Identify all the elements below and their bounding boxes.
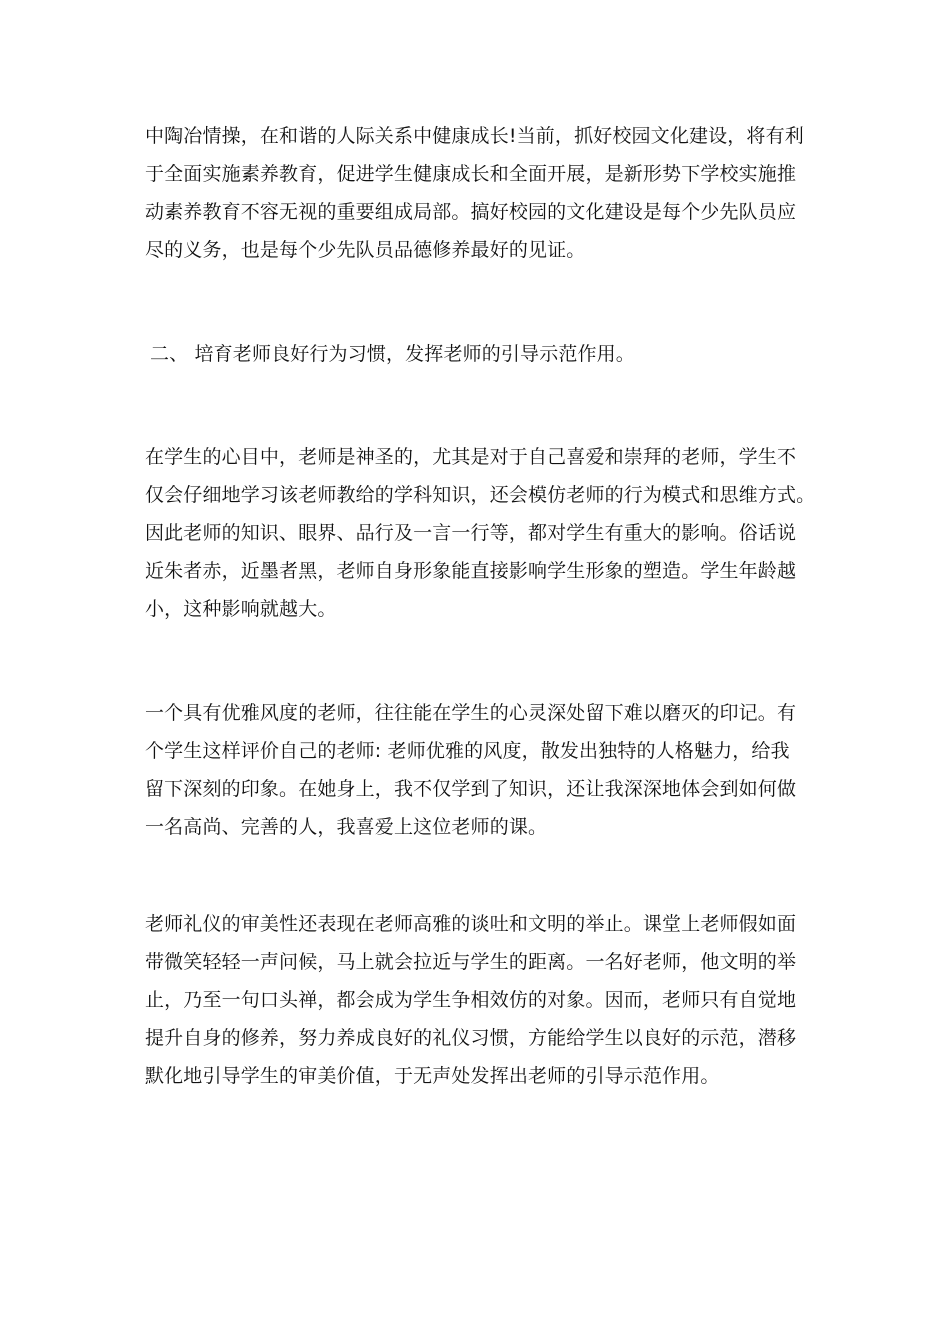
paragraph-line: 中陶冶情操，在和谐的人际关系中健康成长!当前，抓好校园文化建设，将有利 [145, 125, 804, 147]
paragraph-line: 个学生这样评价自己的老师: 老师优雅的风度，散发出独特的人格魅力，给我 [145, 740, 790, 762]
paragraph-line: 动素养教育不容无视的重要组成局部。搞好校园的文化建设是每个少先队员应 [145, 201, 797, 223]
paragraph-line: 止，乃至一句口头禅，都会成为学生争相效仿的对象。因而，老师只有自觉地 [145, 989, 797, 1011]
paragraph-line: 在学生的心目中，老师是神圣的，尤其是对于自己喜爱和崇拜的老师，学生不 [145, 446, 797, 468]
paragraph-line: 提升自身的修养，努力养成良好的礼仪习惯，方能给学生以良好的示范，潜移 [145, 1027, 797, 1049]
paragraph-line: 因此老师的知识、眼界、品行及一言一行等，都对学生有重大的影响。俗话说 [145, 522, 797, 544]
section-heading: 二、 培育老师良好行为习惯，发挥老师的引导示范作用。 [150, 343, 635, 365]
paragraph-line: 一个具有优雅风度的老师，往往能在学生的心灵深处留下难以磨灭的印记。有 [145, 702, 797, 724]
paragraph-line: 尽的义务，也是每个少先队员品德修养最好的见证。 [145, 239, 586, 261]
paragraph-line: 近朱者赤，近墨者黑，老师自身形象能直接影响学生形象的塑造。学生年龄越 [145, 560, 797, 582]
paragraph-line: 带微笑轻轻一声问候，马上就会拉近与学生的距离。一名好老师，他文明的举 [145, 951, 797, 973]
paragraph-line: 于全面实施素养教育，促进学生健康成长和全面开展，是新形势下学校实施推 [145, 163, 797, 185]
paragraph-line: 留下深刻的印象。在她身上，我不仅学到了知识，还让我深深地体会到如何做 [145, 778, 797, 800]
paragraph-line: 默化地引导学生的审美价值，于无声处发挥出老师的引导示范作用。 [145, 1065, 720, 1087]
paragraph-line: 一名高尚、完善的人，我喜爱上这位老师的课。 [145, 816, 548, 838]
paragraph-line: 仅会仔细地学习该老师教给的学科知识，还会模仿老师的行为模式和思维方式。 [145, 484, 816, 506]
paragraph-line: 老师礼仪的审美性还表现在老师高雅的谈吐和文明的举止。课堂上老师假如面 [145, 913, 797, 935]
paragraph-line: 小，这种影响就越大。 [145, 598, 337, 620]
